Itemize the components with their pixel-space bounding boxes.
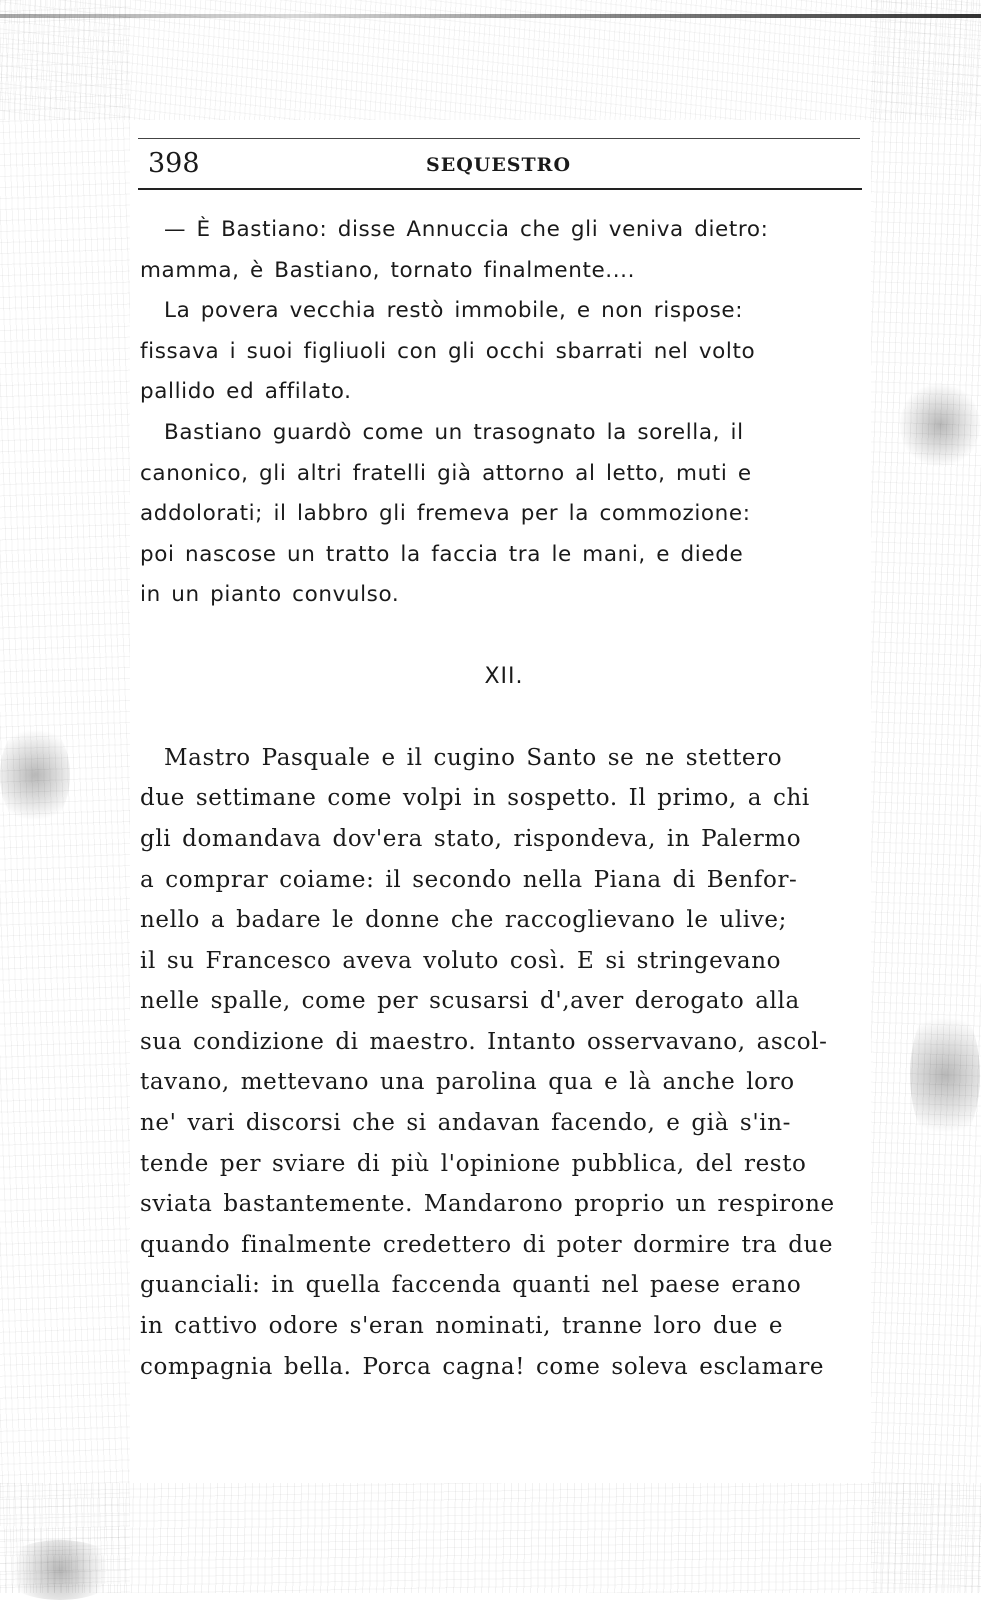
text-line: addolorati; il labbro gli fremeva per la commozione: bbox=[140, 501, 751, 527]
text-line: sviata bastantemente. Mandarono proprio un respirone bbox=[140, 1191, 835, 1218]
scan-noise-bottom bbox=[0, 1483, 981, 1593]
header-rule-bottom bbox=[138, 188, 862, 190]
text-line: Mastro Pasquale e il cugino Santo se ne stettero bbox=[164, 744, 783, 771]
running-title: SEQUESTRO bbox=[426, 154, 572, 176]
scan-blot bbox=[900, 380, 980, 470]
header-rule-top bbox=[138, 138, 860, 139]
scan-noise-top bbox=[0, 0, 981, 120]
text-line: canonico, gli altri fratelli già attorno al letto, muti e bbox=[140, 460, 752, 486]
text-line: guanciali: in quella faccenda quanti nel paese erano bbox=[140, 1272, 802, 1299]
text-line: Bastiano guardò come un trasognato la sorella, il bbox=[164, 419, 744, 445]
scan-noise-right bbox=[871, 0, 981, 1593]
text-line: La povera vecchia restò immobile, e non rispose: bbox=[164, 298, 744, 324]
text-line: — È Bastiano: disse Annuccia che gli veniva dietro: bbox=[164, 217, 769, 242]
text-line: tavano, mettevano una parolina qua e là anche loro bbox=[140, 1069, 795, 1096]
text-line: ne' vari discorsi che si andavan facendo, e già s'in- bbox=[140, 1110, 791, 1137]
body-text bbox=[140, 210, 868, 1387]
page-header bbox=[148, 148, 860, 186]
text-line: tende per sviare di più l'opinione pubblica, del resto bbox=[140, 1150, 807, 1177]
scan-blot bbox=[0, 1540, 120, 1600]
scan-blot bbox=[0, 720, 70, 830]
text-line: fissava i suoi figliuoli con gli occhi sbarrati nel volto bbox=[140, 338, 756, 364]
text-line: nelle spalle, come per scusarsi d',aver derogato alla bbox=[140, 988, 800, 1015]
text-line: a comprar coiame: il secondo nella Piana di Benfor- bbox=[140, 866, 798, 893]
scan-blot bbox=[910, 1000, 980, 1150]
text-line: poi nascose un tratto la faccia tra le mani, e diede bbox=[140, 541, 744, 567]
section-heading: XII. bbox=[484, 663, 524, 689]
text-line: mamma, è Bastiano, tornato finalmente.... bbox=[140, 257, 636, 283]
spacer bbox=[140, 697, 868, 738]
text-line: compagnia bella. Porca cagna! come soleva esclamare bbox=[140, 1353, 825, 1380]
text-line: sua condizione di maestro. Intanto osservavano, ascol- bbox=[140, 1028, 828, 1055]
text-line: in un pianto convulso. bbox=[140, 582, 400, 608]
text-line: quando finalmente credettero di poter dormire tra due bbox=[140, 1231, 834, 1258]
spacer bbox=[140, 616, 868, 657]
text-line: in cattivo odore s'eran nominati, tranne loro due e bbox=[140, 1313, 784, 1340]
text-line: nello a badare le donne che raccoglievano le ulive; bbox=[140, 907, 787, 934]
text-line: pallido ed affilato. bbox=[140, 379, 352, 405]
page-number: 398 bbox=[148, 148, 200, 179]
text-line: il su Francesco aveva voluto così. E si stringevano bbox=[140, 947, 782, 974]
scan-edge-line bbox=[0, 14, 981, 18]
text-line: gli domandava dov'era stato, rispondeva, in Palermo bbox=[140, 825, 802, 852]
text-line: due settimane come volpi in sospetto. Il primo, a chi bbox=[140, 785, 810, 812]
